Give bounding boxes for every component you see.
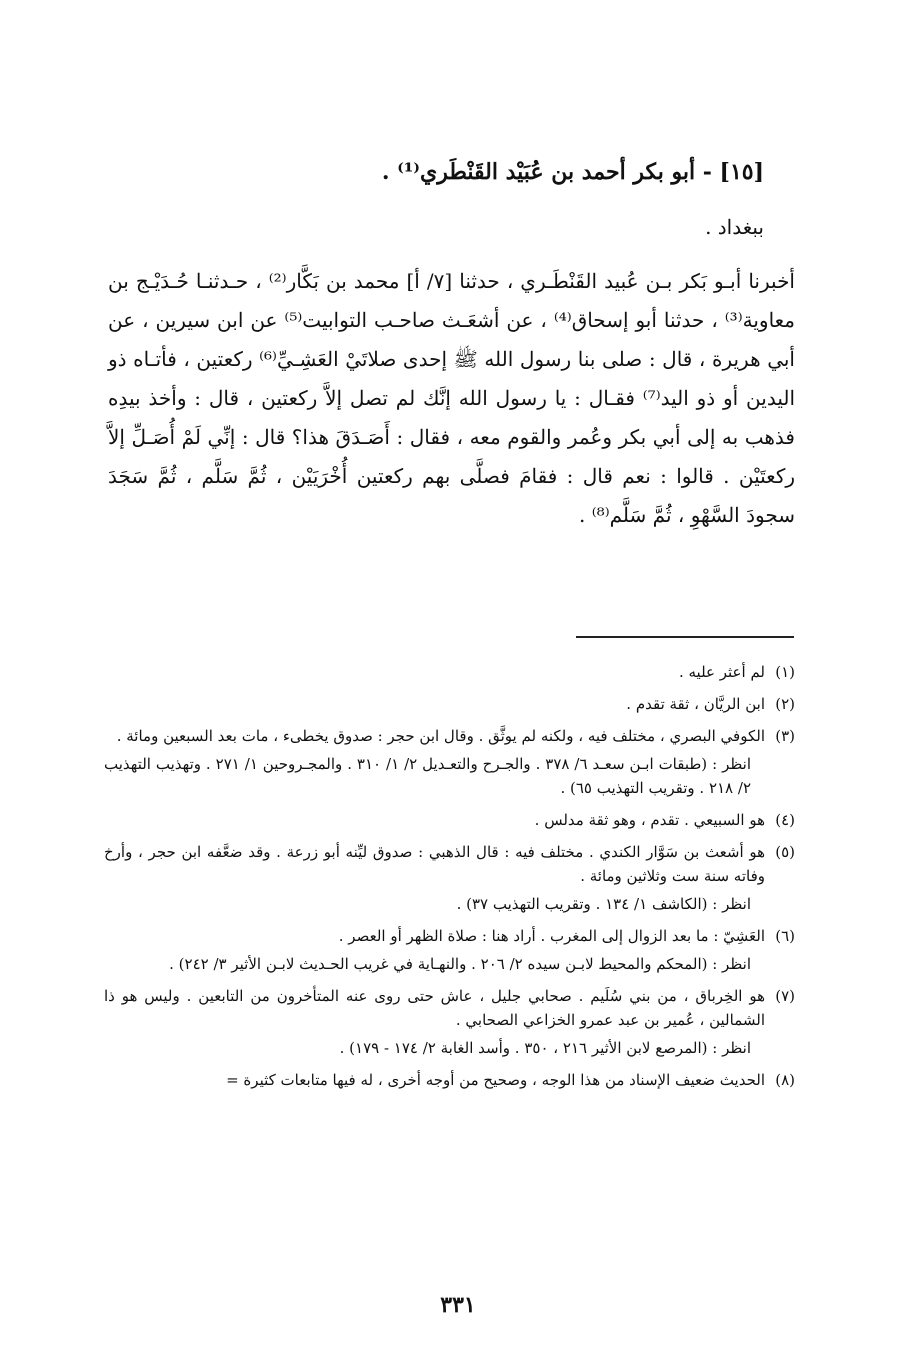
footnote-3 [104,724,795,800]
footnote-body [104,724,765,800]
footnote-number: (٧) [775,987,795,1005]
footnote-5 [104,840,795,916]
footnote-text: هو أشعث بن سَوَّار الكندي . مختلف فيه : قال الذهبي : صدوق ليِّنه أبو زرعة . وقد ضعَّفه ابن حجر ، وأرخ وفاته سنة ست وثلاثين ومائة . [104,843,765,885]
footnote-body [104,1068,765,1092]
footnote-7 [104,984,795,1060]
footnote-text: الحديث ضعيف الإسناد من هذا الوجه ، وصحيح من أوجه أخرى ، له فيها متابعات كثيرة = [226,1071,765,1089]
footnote-body [104,808,765,832]
footnote-text: لم أعثر عليه . [678,663,765,681]
footnote-reference: انظر : (المحكم والمحيط لابـن سيده ٢/ ٢٠٦ . والنهـاية في غريب الحـديث لابـن الأثير ٣/ ٢٤٢) . [169,955,751,973]
footnote-body [104,692,765,716]
entry-heading: [١٥] - أبو بكر أحمد بن عُبَيْد القَنْطَري⁽¹⁾ . [381,159,764,185]
footnote-body [104,840,765,916]
footnote-2 [104,692,795,716]
footnote-reference: انظر : (طبقات ابـن سعـد ٦/ ٣٧٨ . والجـرح والتعـديل ٢/ ١/ ٣١٠ . والمجـروحين ١/ ٢٧١ . وتهذيب التهذيب ٢/ ٢١٨ . وتقريب التهذيب ٦٥) . [104,755,752,797]
footnotes [104,660,795,1100]
footnote-4 [104,808,795,832]
footnote-body [104,984,765,1060]
entry-place: ببغداد . [705,215,764,239]
footnote-text: هو الخِرباق ، من بني سُلَيم . صحابي جليل ، عاش حتى روى عنه المتأخرون من التابعين . وليس هو ذا الشمالين ، عُمير بن عبد عمرو الخزاعي الصحابي . [104,987,765,1029]
hadith-paragraph: أخبرنا أبـو بَكر بـن عُبيد القَنْطَـري ، حدثنا [٧/ أ] محمد بن بَكَّار⁽²⁾ ، حـدثنـا حُـدَيْـج بن معاوية⁽³⁾ ، حدثنا أبو إسحاق⁽⁴⁾ ، عن أشعَـث صاحـب التوابيت⁽⁵⁾ عن ابن سيرين ، عن أبي هريرة ، قال : صلى بنا رسول الله ﷺ إحدى صلاتَيْ العَشِـيِّ⁽⁶⁾ ركعتين ، فأتـاه ذو اليدين أو ذو اليد⁽⁷⁾ فقـال : يا رسول الله إنَّك لم تصل إلاَّ ركعتين ، قال : وأخذ بيدِه فذهب به إلى أبي بكر وعُمر والقوم معه ، فقال : أَصَـدَقَ هذا؟ قال : إنِّي لَمْ أُصَـلِّ إلاَّ ركعتَيْن . قالوا : نعم قال : فقامَ فصلَّى بهم ركعتين أُخْرَيَيْن ، ثُمَّ سَلَّم ، ثُمَّ سَجَدَ سجودَ السَّهْوِ ، ثُمَّ سَلَّم⁽⁸⁾ . [108,269,796,527]
page-number: ٣٣١ [440,1292,476,1318]
footnote-body [104,660,765,684]
footnote-number: (٥) [775,843,795,861]
footnote-number: (٢) [775,695,795,713]
footnote-number: (٣) [775,727,795,745]
footnote-number: (٦) [775,927,795,945]
footnote-text: ابن الريَّان ، ثقة تقدم . [626,695,765,713]
footnote-8 [104,1068,795,1092]
footnote-reference: انظر : (الكاشف ١/ ١٣٤ . وتقريب التهذيب ٣٧) . [456,895,751,913]
footnote-number: (١) [775,663,795,681]
footnote-1 [104,660,795,684]
footnote-text: الكوفي البصري ، مختلف فيه ، ولكنه لم يوثَّق . وقال ابن حجر : صدوق يخطىء ، مات بعد السبعين ومائة . [116,727,765,745]
footnote-text: العَشِيّ : ما بعد الزوال إلى المغرب . أراد هنا : صلاة الظهر أو العصر . [338,927,765,945]
footnote-reference: انظر : (المرصع لابن الأثير ٢١٦ ، ٣٥٠ . وأسد الغابة ٢/ ١٧٤ - ١٧٩) . [339,1039,751,1057]
footnote-body [104,924,765,976]
footnote-divider [576,636,794,638]
hadith-body [108,262,795,535]
footnote-number: (٤) [775,811,795,829]
footnote-6 [104,924,795,976]
footnote-text: هو السبيعي . تقدم ، وهو ثقة مدلس . [534,811,765,829]
footnote-number: (٨) [775,1071,795,1089]
